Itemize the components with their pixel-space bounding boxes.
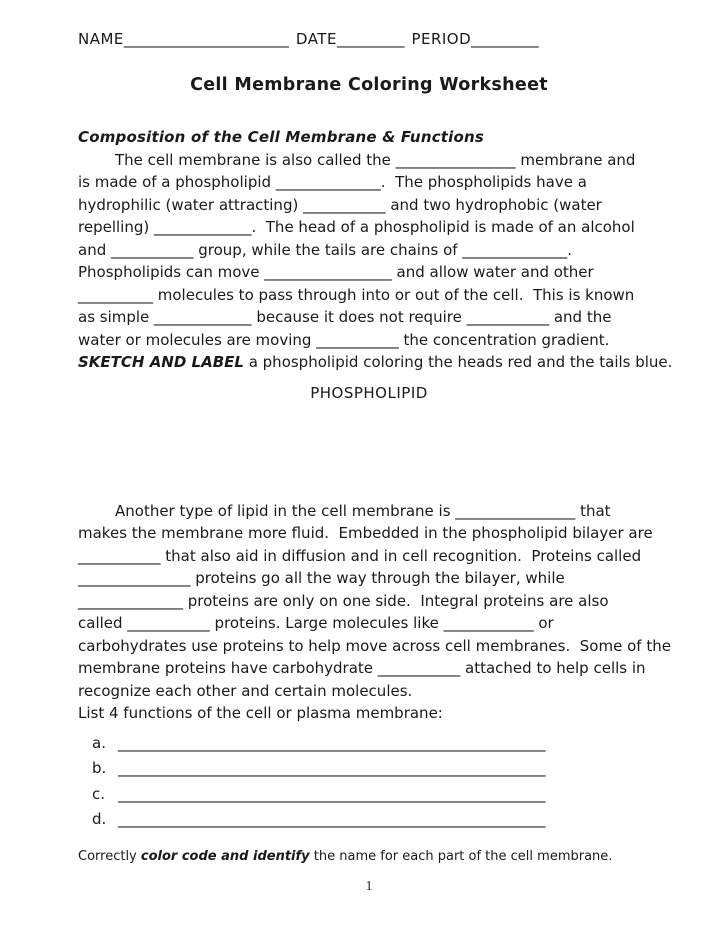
list-item-letter: c.: [92, 784, 106, 803]
paragraph-proteins: [78, 500, 671, 725]
sketch-instruction-rest: a phospholipid coloring the heads red and the tails blue.: [243, 353, 673, 371]
para2-line: _______________ proteins go all the way through the bilayer, while: [78, 569, 565, 587]
list-item-blank: _________________________________________________________: [118, 810, 546, 828]
para2-line: makes the membrane more fluid. Embedded in the phospholipid bilayer are: [78, 524, 653, 542]
sketch-drawing-area: [78, 404, 660, 500]
para1-line: hydrophilic (water attracting) ___________ and two hydrophobic (water: [78, 195, 602, 214]
para2-line: Another type of lipid in the cell membrane is ________________ that: [115, 501, 611, 520]
para2-line: called ___________ proteins. Large molecules like ____________ or: [78, 614, 554, 632]
phospholipid-caption: PHOSPHOLIPID: [310, 383, 428, 402]
list-item: [78, 782, 660, 808]
footer-note: [78, 848, 660, 865]
list-item-letter: d.: [92, 810, 107, 828]
footer-note-suffix: the name for each part of the cell membrane.: [309, 848, 613, 864]
para1-line: as simple _____________ because it does not require ___________ and the: [78, 308, 612, 326]
period-blank: _________: [471, 30, 539, 48]
sketch-instruction: [78, 351, 673, 374]
functions-list: [78, 731, 660, 833]
list-item-letter: b.: [92, 759, 107, 777]
footer-note-bold: color code and identify: [140, 848, 310, 864]
para2-line: carbohydrates use proteins to help move across cell membranes. Some of the: [78, 636, 671, 655]
name-label: NAME: [78, 30, 124, 48]
para1-line: Phospholipids can move _________________ and allow water and other: [78, 263, 594, 281]
para1-line: The cell membrane is also called the ________________ membrane and: [115, 150, 636, 169]
date-label: DATE: [295, 30, 337, 48]
sketch-instruction-bold: SKETCH AND LABEL: [78, 353, 244, 371]
para2-line: ______________ proteins are only on one side. Integral proteins are also: [78, 591, 609, 610]
para2-line: ___________ that also aid in diffusion and in cell recognition. Proteins called: [78, 546, 642, 565]
footer-note-prefix: Correctly: [78, 848, 141, 864]
period-label: PERIOD: [411, 30, 472, 48]
list-item-blank: _________________________________________________________: [118, 784, 546, 803]
name-blank: ______________________: [123, 30, 289, 48]
para2-line: recognize each other and certain molecules.: [78, 681, 413, 700]
list-item-blank: _________________________________________________________: [118, 759, 546, 777]
list-item-blank: _________________________________________________________: [118, 733, 546, 752]
page-number: 1: [365, 877, 373, 893]
para2-line: membrane proteins have carbohydrate ___________ attached to help cells in: [78, 659, 646, 677]
list-item: [78, 731, 660, 757]
page-title: Cell Membrane Coloring Worksheet: [190, 75, 548, 95]
header-fill-line: [78, 30, 660, 48]
date-blank: _________: [336, 30, 405, 48]
list-item-letter: a.: [92, 733, 106, 752]
para1-line: water or molecules are moving ___________ the concentration gradient.: [78, 330, 610, 349]
para1-line: repelling) _____________. The head of a phospholipid is made of an alcohol: [78, 218, 635, 236]
para1-line: __________ molecules to pass through into or out of the cell. This is known: [78, 285, 635, 304]
para1-line: is made of a phospholipid ______________. The phospholipids have a: [78, 173, 587, 191]
paragraph-composition: [78, 149, 673, 374]
page-content: [78, 30, 673, 894]
list-intro: List 4 functions of the cell or plasma membrane:: [78, 704, 443, 722]
section-heading: Composition of the Cell Membrane & Functions: [78, 128, 485, 146]
list-item: [78, 807, 660, 833]
para1-line: and ___________ group, while the tails are chains of ______________.: [78, 240, 573, 259]
list-item: [78, 756, 660, 782]
